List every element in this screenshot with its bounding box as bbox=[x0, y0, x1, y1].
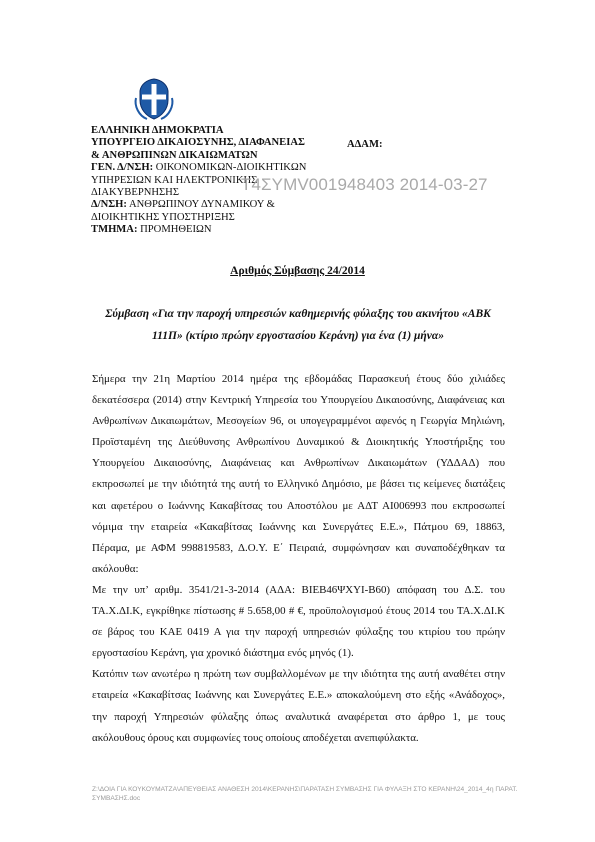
general-directorate-line-2: ΥΠΗΡΕΣΙΩΝ ΚΑΙ ΗΛΕΚΤΡΟΝΙΚΗΣ bbox=[91, 174, 258, 186]
greek-coat-of-arms-icon bbox=[131, 76, 177, 122]
general-directorate-line: ΓΕΝ. Δ/ΝΣΗ: ΟΙΚΟΝΟΜΙΚΩΝ-ΔΙΟΙΚΗΤΙΚΩΝ bbox=[91, 162, 307, 174]
republic-line: ΕΛΛΗΝΙΚΗ ΔΗΜΟΚΡΑΤΙΑ bbox=[91, 125, 224, 136]
directorate-line-2: ΔΙΟΙΚΗΤΙΚΗΣ ΥΠΟΣΤΗΡΙΞΗΣ bbox=[91, 211, 235, 223]
department-line: ΤΜΗΜΑ: ΠΡΟΜΗΘΕΙΩΝ bbox=[91, 224, 212, 236]
body-paragraph-1: Σήμερα την 21η Μαρτίου 2014 ημέρα της εβδομάδας Παρασκευή έτους δύο χιλιάδες δεκατέσσερα (2014) στην Κεντρική Υπηρεσία του Υπουργείου Δικαιοσύνης, Διαφάνειας και Ανθρωπίνων Δικαιωμάτων, Μεσογείων 96, οι υπογεγραμμένοι αφενός η Γεωργία Μηλιώνη, Προϊσταμένη της Διεύθυνσης Ανθρωπίνου Δυναμικού & Διοικητικής Υποστήριξης του Υπουργείου Δικαιοσύνης, Διαφάνειας και Ανθρωπίνων Δικαιωμάτων (ΥΔΔΑΔ) που εκπροσωπεί με την ιδιότητά της αυτή το Ελληνικό Δημόσιο, με βάσει τις κείμενες διατάξεις και αφετέρου ο Ιωάννης Κακαβίτσας του Αποστόλου με ΑΔΤ ΑΙ006993 που εκπροσωπεί νόμιμα την εταιρεία «Κακαβίτσας Ιωάννης και Συνεργάτες Ε.Ε.», Πάτμου 69, 18863, Πέραμα, με ΑΦΜ 998819583, Δ.Ο.Υ. Ε΄ Πειραιά, συμφώνησαν και συναποδέχθηκαν τα ακόλουθα: bbox=[92, 373, 505, 575]
ministry-line-1: ΥΠΟΥΡΓΕΙΟ ΔΙΚΑΙΟΣΥΝΗΣ, ΔΙΑΦΑΝΕΙΑΣ bbox=[91, 137, 305, 149]
body-paragraph-2: Με την υπ’ αριθμ. 3541/21-3-2014 (ΑΔΑ: ΒΙΕΒ46ΨΧΥΙ-Β60) απόφαση του Δ.Σ. του ΤΑ.Χ.ΔΙ.Κ, εγκρίθηκε πίστωσης # 5.658,00 # €, προϋπολογισμού έτους 2014 του ΤΑ.Χ.ΔΙ.Κ σε βάρος του ΚΑΕ 0419 Α για την παροχή υπηρεσιών φύλαξης του κτιρίου του πρώην εργοστασίου Κεράνη, για χρονικό διάστημα ενός μηνός (1). bbox=[92, 583, 505, 660]
ministry-line-2: & ΑΝΘΡΩΠΙΝΩΝ ΔΙΚΑΙΩΜΑΤΩΝ bbox=[91, 149, 258, 161]
registry-stamp: Τ4ΣΥΜV001948403 2014-03-27 bbox=[241, 175, 488, 194]
general-directorate-line-3: ΔΙΑΚΥΒΕΡΝΗΣΗΣ bbox=[91, 187, 180, 199]
contract-body bbox=[92, 369, 505, 749]
contract-subject: Σύμβαση «Για την παροχή υπηρεσιών καθημερινής φύλαξης του ακινήτου «ΑΒΚ 111Π» (κτίριο πρώην εργοστασίου Κεράνη) για ένα (1) μήνα» bbox=[105, 308, 491, 342]
body-paragraph-3: Κατόπιν των ανωτέρω η πρώτη των συμβαλλομένων με την ιδιότητα της αυτή αναθέτει στην εταιρεία «Κακαβίτσας Ιωάννης και Συνεργάτες Ε.Ε.» αποκαλούμενη στο εξής «Ανάδοχος», την παροχή Υπηρεσιών φύλαξης όπως αναλυτικά αναφέρεται στο άρθρο 1, με τους ακόλουθους όρους και συμφωνίες τους οποίους αποδέχεται ανεπιφύλακτα. bbox=[92, 668, 505, 744]
adam-label: ΑΔΑΜ: bbox=[347, 139, 383, 150]
directorate-line: Δ/ΝΣΗ: ΑΝΘΡΩΠΙΝΟΥ ΔΥΝΑΜΙΚΟΥ & bbox=[91, 199, 275, 211]
file-path-footer: Z:\ΔΟΙΑ ΓΙΑ ΚΟΥΚΟΥΜΑΤΖΑ\ΑΠΕΥΘΕΙΑΣ ΑΝΑΘΕΣΗ 2014\ΚΕΡΑΝΗΣ\ΠΑΡΑΤΑΣΗ ΣΥΜΒΑΣΗΣ ΓΙΑ ΦΥΛΑΞΗ ΣΤΟ ΚΕΡΑΝΗ\24_2014_4η ΠΑΡΑΤ. ΣΥΜΒΑΣΗΣ.doc bbox=[92, 786, 518, 802]
contract-number-title: Αριθμός Σύμβασης 24/2014 bbox=[230, 265, 365, 277]
